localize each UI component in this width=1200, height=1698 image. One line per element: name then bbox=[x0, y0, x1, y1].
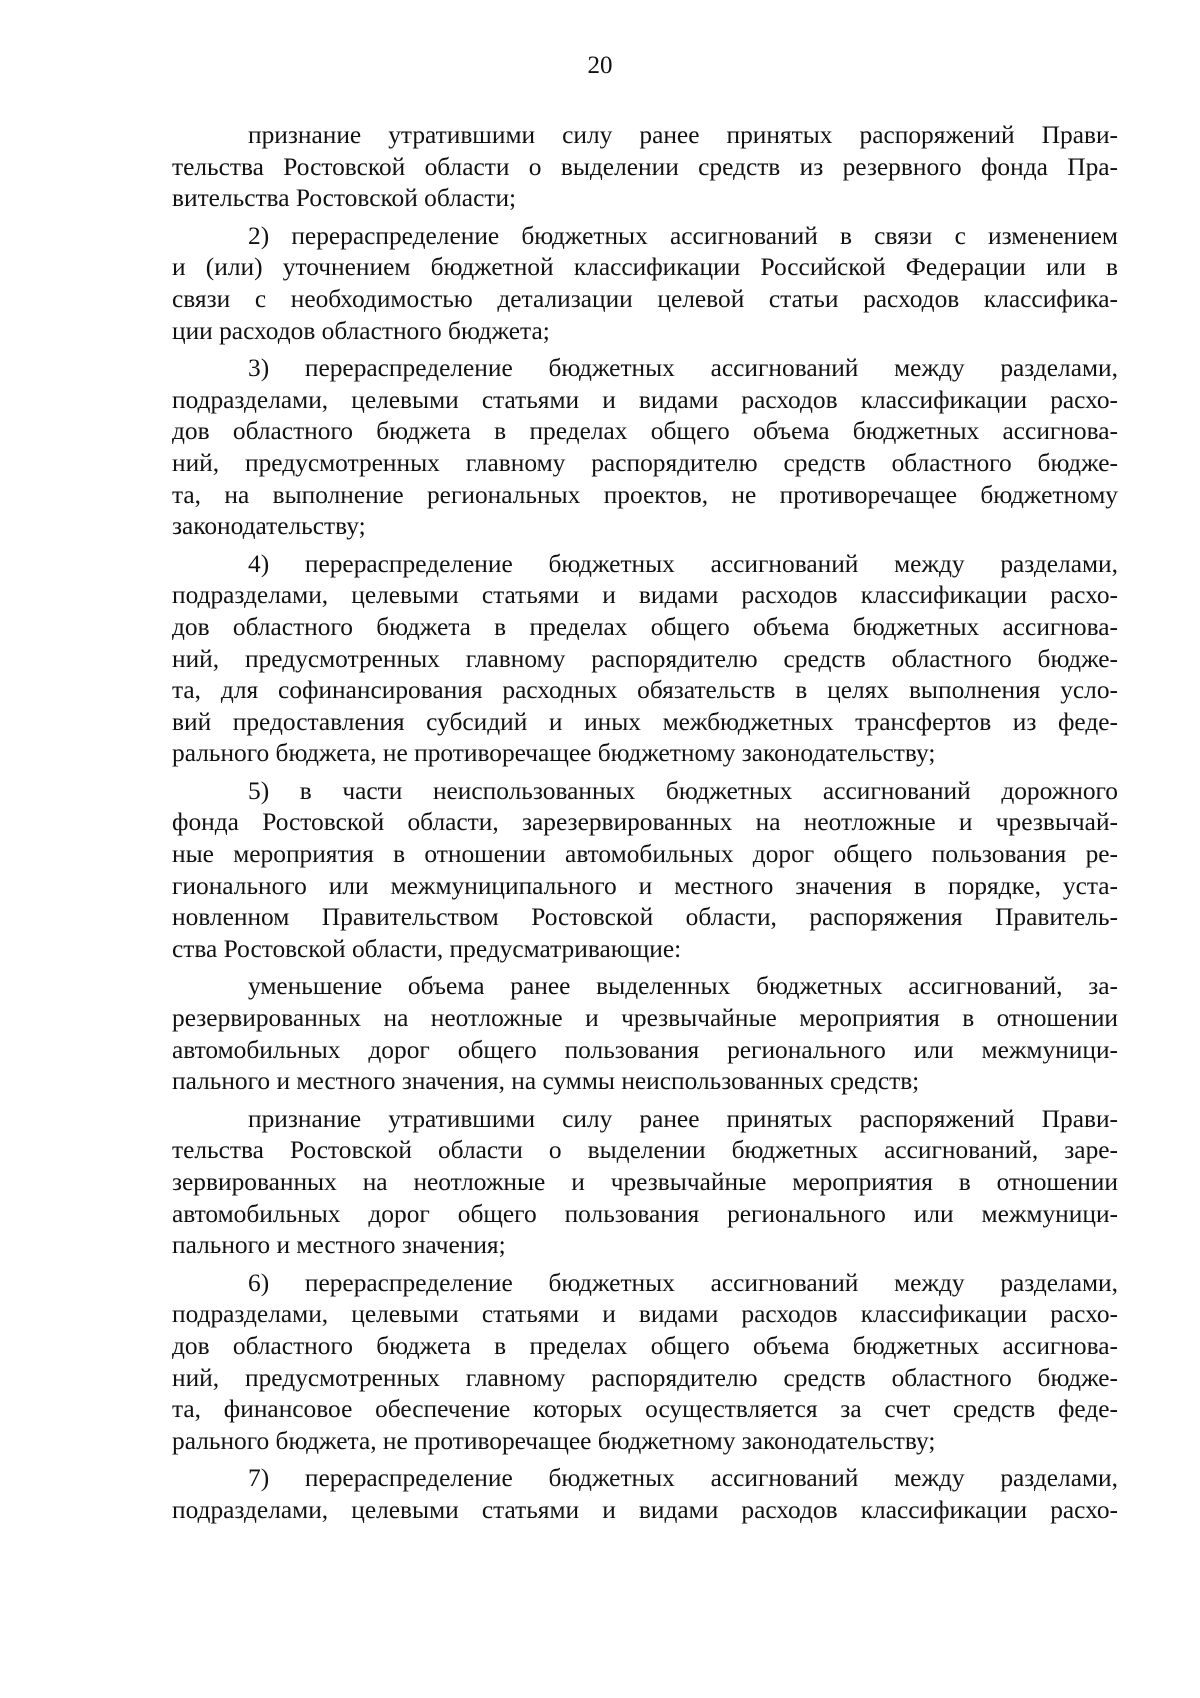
text-line: ний, предусмотренных главному распорядителю средств областного бюдже- bbox=[172, 448, 1118, 477]
text-line: фонда Ростовской области, зарезервированных на неотложные и чрезвычай- bbox=[172, 808, 1118, 837]
text-line: подразделами, целевыми статьями и видами расходов классификации расхо- bbox=[172, 385, 1118, 414]
text-line: рального бюджета, не противоречащее бюджетному законодательству; bbox=[172, 739, 936, 768]
text-line: тельства Ростовской области о выделении средств из резервного фонда Пра- bbox=[172, 152, 1118, 181]
text-line: дов областного бюджета в пределах общего объема бюджетных ассигнова- bbox=[172, 1331, 1118, 1360]
text-line: признание утратившими силу ранее принятых распоряжений Прави- bbox=[248, 121, 1118, 149]
text-line: та, на выполнение региональных проектов, не противоречащее бюджетному bbox=[172, 480, 1118, 509]
text-line: уменьшение объема ранее выделенных бюджетных ассигнований, за- bbox=[248, 972, 1118, 1001]
text-line: та, финансовое обеспечение которых осуществляется за счет средств феде- bbox=[172, 1395, 1118, 1424]
paragraph bbox=[172, 971, 1118, 1097]
paragraph bbox=[172, 1268, 1118, 1458]
text-line: ства Ростовской области, предусматривающие: bbox=[172, 934, 682, 963]
text-line: дов областного бюджета в пределах общего объема бюджетных ассигнова- bbox=[172, 417, 1118, 446]
text-line: пального и местного значения; bbox=[172, 1231, 506, 1260]
text-line: подразделами, целевыми статьями и видами расходов классификации расхо- bbox=[172, 581, 1118, 610]
text-line: та, для софинансирования расходных обязательств в целях выполнения усло- bbox=[172, 676, 1118, 705]
text-line: ний, предусмотренных главному распорядителю средств областного бюдже- bbox=[172, 1363, 1118, 1392]
text-line: новленном Правительством Ростовской области, распоряжения Правитель- bbox=[172, 903, 1118, 932]
text-line: законодательству; bbox=[172, 512, 366, 541]
paragraph bbox=[172, 1463, 1118, 1526]
document-body bbox=[172, 120, 1118, 1533]
text-line: ные мероприятия в отношении автомобильных дорог общего пользования ре- bbox=[172, 840, 1118, 869]
text-line: пального и местного значения, на суммы неиспользованных средств; bbox=[172, 1067, 920, 1096]
page-number: 20 bbox=[587, 52, 613, 79]
text-line: рального бюджета, не противоречащее бюджетному законодательству; bbox=[172, 1426, 936, 1455]
text-line: 7) перераспределение бюджетных ассигнований между разделами, bbox=[248, 1464, 1118, 1493]
text-line: гионального или межмуниципального и местного значения в порядке, уста- bbox=[172, 871, 1118, 900]
text-line: автомобильных дорог общего пользования регионального или межмуници- bbox=[172, 1035, 1118, 1064]
text-line: 3) перераспределение бюджетных ассигнований между разделами, bbox=[248, 354, 1118, 383]
text-line: ний, предусмотренных главному распорядителю средств областного бюдже- bbox=[172, 644, 1118, 673]
text-line: связи с необходимостью детализации целевой статьи расходов классифика- bbox=[172, 284, 1118, 313]
paragraph bbox=[172, 1104, 1118, 1262]
paragraph bbox=[172, 221, 1118, 347]
paragraph bbox=[172, 549, 1118, 770]
paragraph bbox=[172, 353, 1118, 543]
text-line: 4) перераспределение бюджетных ассигнований между разделами, bbox=[248, 549, 1118, 578]
paragraph bbox=[172, 776, 1118, 966]
text-line: подразделами, целевыми статьями и видами расходов классификации расхо- bbox=[172, 1300, 1118, 1329]
text-line: тельства Ростовской области о выделении бюджетных ассигнований, заре- bbox=[172, 1136, 1118, 1165]
text-line: 2) перераспределение бюджетных ассигнований в связи с изменением bbox=[248, 221, 1118, 250]
text-line: подразделами, целевыми статьями и видами расходов классификации расхо- bbox=[172, 1495, 1118, 1524]
text-line: дов областного бюджета в пределах общего объема бюджетных ассигнова- bbox=[172, 612, 1118, 641]
text-line: 6) перераспределение бюджетных ассигнований между разделами, bbox=[248, 1268, 1118, 1297]
text-line: автомобильных дорог общего пользования регионального или межмуници- bbox=[172, 1199, 1118, 1228]
text-line: 5) в части неиспользованных бюджетных ассигнований дорожного bbox=[248, 776, 1118, 805]
text-line: признание утратившими силу ранее принятых распоряжений Прави- bbox=[248, 1104, 1118, 1133]
text-line: и (или) уточнением бюджетной классификации Российской Федерации или в bbox=[172, 253, 1118, 282]
paragraph bbox=[172, 120, 1118, 215]
text-line: ции расходов областного бюджета; bbox=[172, 316, 550, 345]
text-line: зервированных на неотложные и чрезвычайные мероприятия в отношении bbox=[172, 1168, 1118, 1196]
text-line: вий предоставления субсидий и иных межбюджетных трансфертов из феде- bbox=[172, 707, 1118, 736]
text-line: резервированных на неотложные и чрезвычайные мероприятия в отношении bbox=[172, 1004, 1118, 1033]
text-line: вительства Ростовской области; bbox=[172, 184, 517, 213]
